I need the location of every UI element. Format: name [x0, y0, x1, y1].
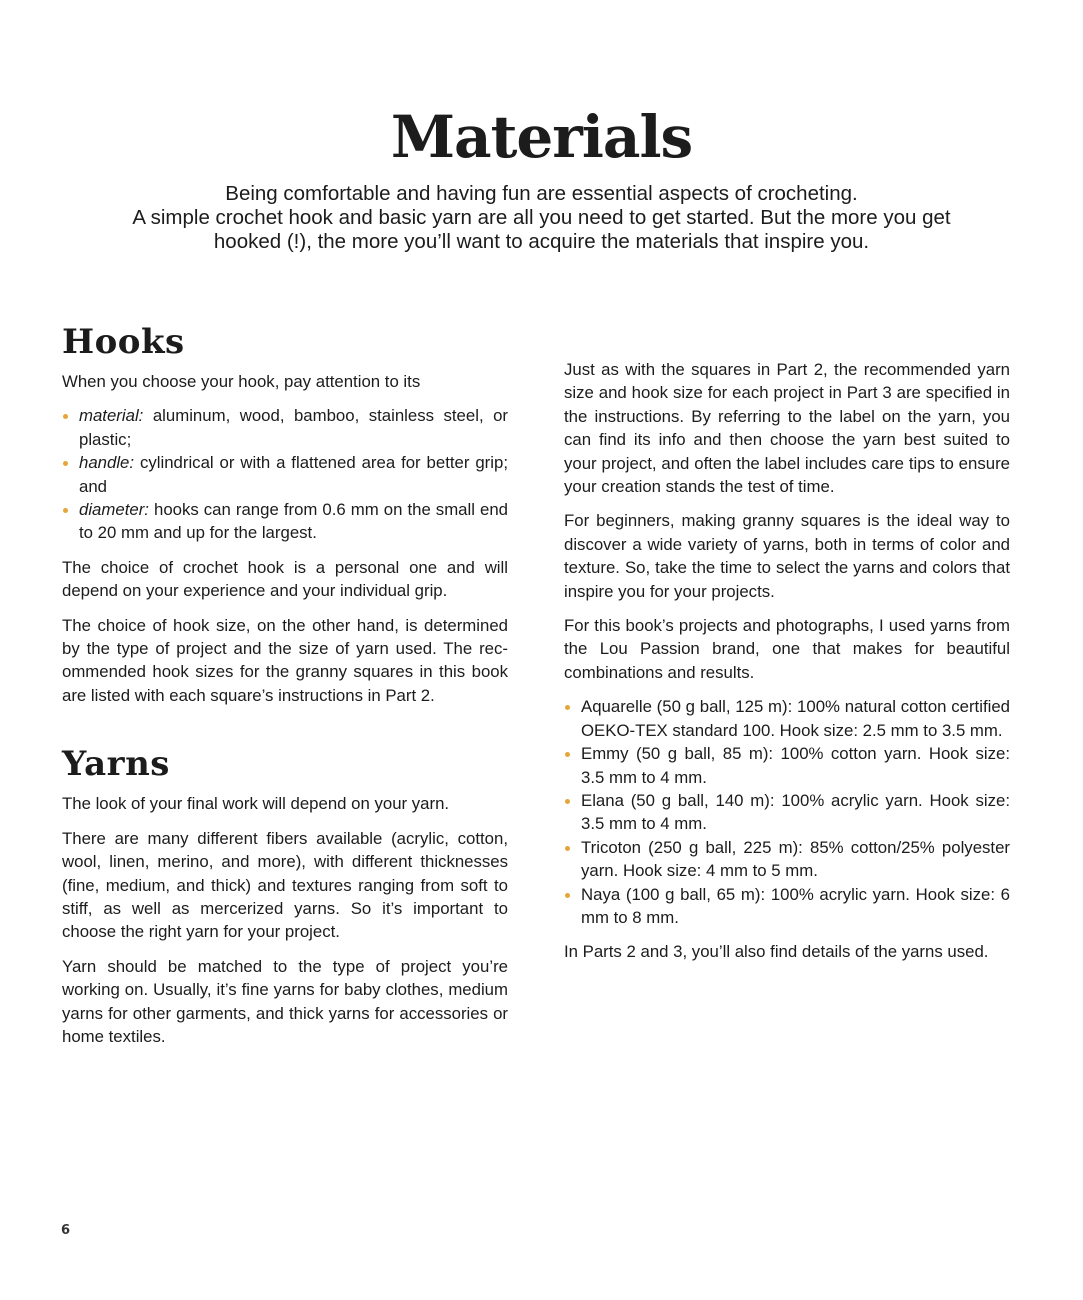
intro-line: A simple crochet hook and basic yarn are all you need to get started. But the more you get: [132, 206, 951, 229]
right-column: [564, 358, 1010, 975]
yarn-item-text: Aquarelle (50 g ball, 125 m): 100% natural cotton certified OEKO-TEX standard 100. Hook size: 2.5 mm to 3.5 mm.: [581, 697, 1010, 740]
hooks-bullet-list: [62, 404, 508, 544]
list-item: [62, 404, 508, 451]
yarns-paragraph: There are many different fibers available (acrylic, cotton, wool, linen, merino, and more), with different thicknesses (fine, medium, and thick) and textures ranging from soft to stiff, as well as mercerized yarns. So it’s important to choose the right yarn for your project.: [62, 828, 508, 942]
bullet-text: hooks can range from 0.6 mm on the small end to 20 mm and up for the largest.: [79, 500, 508, 543]
list-item: [62, 498, 508, 545]
yarn-item-text: Naya (100 g ball, 65 m): 100% acrylic yarn. Hook size: 6 mm to 8 mm.: [581, 884, 1010, 927]
right-paragraph: In Parts 2 and 3, you’ll also find details of the yarns used.: [564, 942, 989, 962]
bullet-term: diameter:: [79, 500, 149, 520]
yarn-item-text: Emmy (50 g ball, 85 m): 100% cotton yarn. Hook size: 3.5 mm to 4 mm.: [581, 744, 1010, 787]
yarn-bullet-list: [564, 695, 1010, 929]
right-paragraph: For this book’s projects and photographs, I used yarns from the Lou Passion brand, one that makes for beautiful combinations and results.: [564, 616, 1010, 682]
bullet-dot-icon: [565, 799, 570, 804]
hooks-heading: Hooks: [62, 322, 185, 362]
hooks-paragraph: The choice of crochet hook is a personal one and will depend on your experience and your individual grip.: [62, 557, 508, 601]
yarn-item-text: Tricoton (250 g ball, 225 m): 85% cotton/25% polyester yarn. Hook size: 4 mm to 5 mm.: [581, 837, 1010, 881]
page-title: Materials: [390, 103, 693, 171]
list-item: [564, 789, 1010, 836]
bullet-dot-icon: [565, 893, 570, 898]
bullet-dot-icon: [63, 414, 68, 419]
hooks-intro: When you choose your hook, pay attention to its: [62, 372, 421, 391]
bullet-dot-icon: [565, 705, 570, 710]
list-item: [564, 695, 1010, 742]
page-number: 6: [61, 1223, 71, 1238]
right-paragraph: For beginners, making granny squares is the ideal way to discover a wide variety of yarns, both in terms of color and texture. So, take the time to select the yarns and colors that inspire you for your projects.: [564, 511, 1010, 601]
bullet-dot-icon: [63, 508, 68, 513]
bullet-term: handle:: [79, 453, 135, 473]
intro-line: hooked (!), the more you’ll want to acquire the materials that inspire you.: [213, 230, 870, 253]
right-paragraph: Just as with the squares in Part 2, the recommended yarn size and hook size for each project in Part 3 are specified in the instructions. By referring to the label on the yarn, you can find its info and then choose the yarn best suited to your project, and often the label includes care tips to ensure your creation stands the test of time.: [564, 360, 1010, 497]
yarns-paragraph: Yarn should be matched to the type of project you’re working on. Usually, it’s fine yarns for baby clothes, medium yarns for other garments, and thick yarns for accessories or home textiles.: [62, 956, 508, 1046]
yarns-paragraph: The look of your final work will depend on your yarn.: [62, 794, 450, 814]
bullet-dot-icon: [565, 846, 570, 851]
list-item: [564, 742, 1010, 789]
bullet-text: cylindrical or with a flattened area for better grip; and: [79, 453, 508, 496]
intro-line: Being comfortable and having fun are essential aspects of crocheting.: [225, 182, 858, 205]
bullet-text: aluminum, wood, bamboo, stainless steel, or plastic;: [79, 406, 508, 449]
list-item: [564, 836, 1010, 883]
yarns-heading: Yarns: [62, 744, 170, 785]
bullet-dot-icon: [63, 461, 68, 466]
list-item: [62, 451, 508, 498]
bullet-term: material:: [79, 406, 144, 426]
left-column: [62, 318, 508, 1059]
intro-paragraph: [60, 182, 1023, 254]
list-item: [564, 883, 1010, 930]
yarn-item-text: Elana (50 g ball, 140 m): 100% acrylic yarn. Hook size: 3.5 mm to 4 mm.: [581, 790, 1010, 834]
bullet-dot-icon: [565, 752, 570, 757]
hooks-paragraph: The choice of hook size, on the other hand, is determined by the type of project and the size of yarn used. The recommended hook sizes for the granny squares in this book are listed with each square’s instructions in Part 2.: [62, 615, 508, 705]
